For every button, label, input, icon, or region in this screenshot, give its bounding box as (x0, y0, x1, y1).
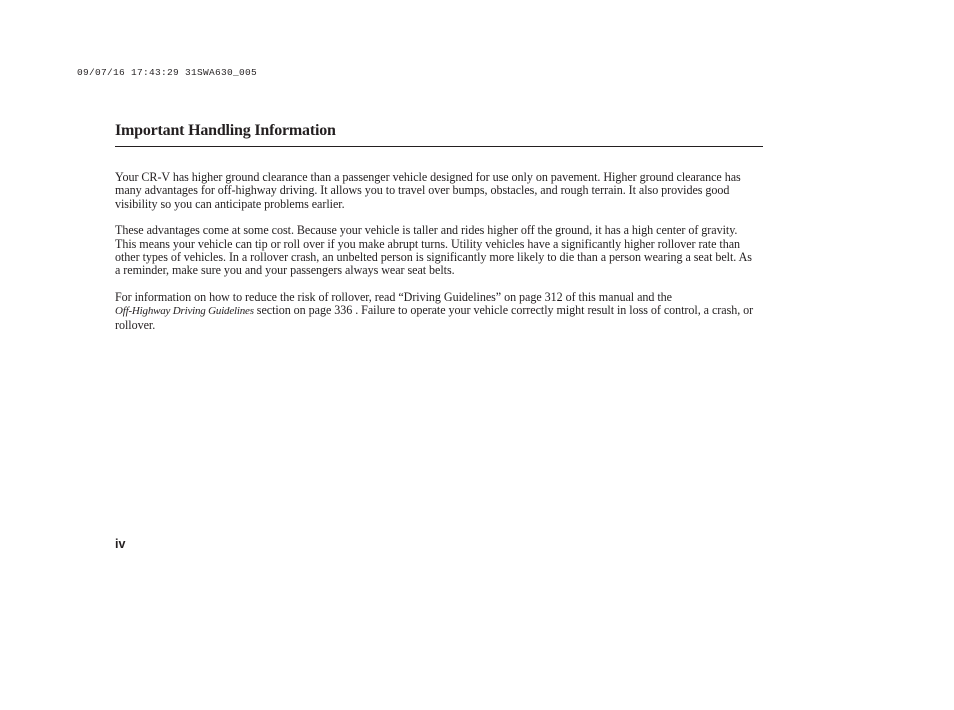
paragraph-text-end: section on page 336 . Failure to operate your vehicle correctly might result in loss of control, a crash, or rollover. (115, 303, 754, 332)
paragraph-rollover-risk: These advantages come at some cost. Because your vehicle is taller and rides higher off the ground, it has a high center of gravity. This means your vehicle can tip or roll over if you make abrupt turns. Utility vehicles have a significantly higher rollover rate than other types of vehicles. In a rollover crash, an unbelted person is significantly more likely to die than a person wearing a seat belt. As a reminder, make sure you and your passengers always wear seat belts. (115, 223, 752, 278)
paragraph-ground-clearance: Your CR-V has higher ground clearance than a passenger vehicle designed for use only on pavement. Higher ground clearance has many advantages for off-highway driving. It allows you to travel over bumps, obstacles, and rough terrain. It also provides good visibility so you can anticipate problems earlier. (115, 170, 741, 211)
body-content (115, 171, 760, 345)
title-divider (115, 146, 763, 147)
off-highway-guidelines-reference: Off-Highway Driving Guidelines (115, 305, 254, 318)
print-timestamp: 09/07/16 17:43:29 31SWA630_005 (77, 67, 258, 78)
page-title: Important Handling Information (115, 122, 336, 139)
page-number: iv (115, 537, 126, 551)
paragraph-text-start: For information on how to reduce the risk of rollover, read “Driving Guidelines” on page 312 of this manual and the (115, 289, 672, 304)
paragraph-more-information (115, 291, 760, 332)
